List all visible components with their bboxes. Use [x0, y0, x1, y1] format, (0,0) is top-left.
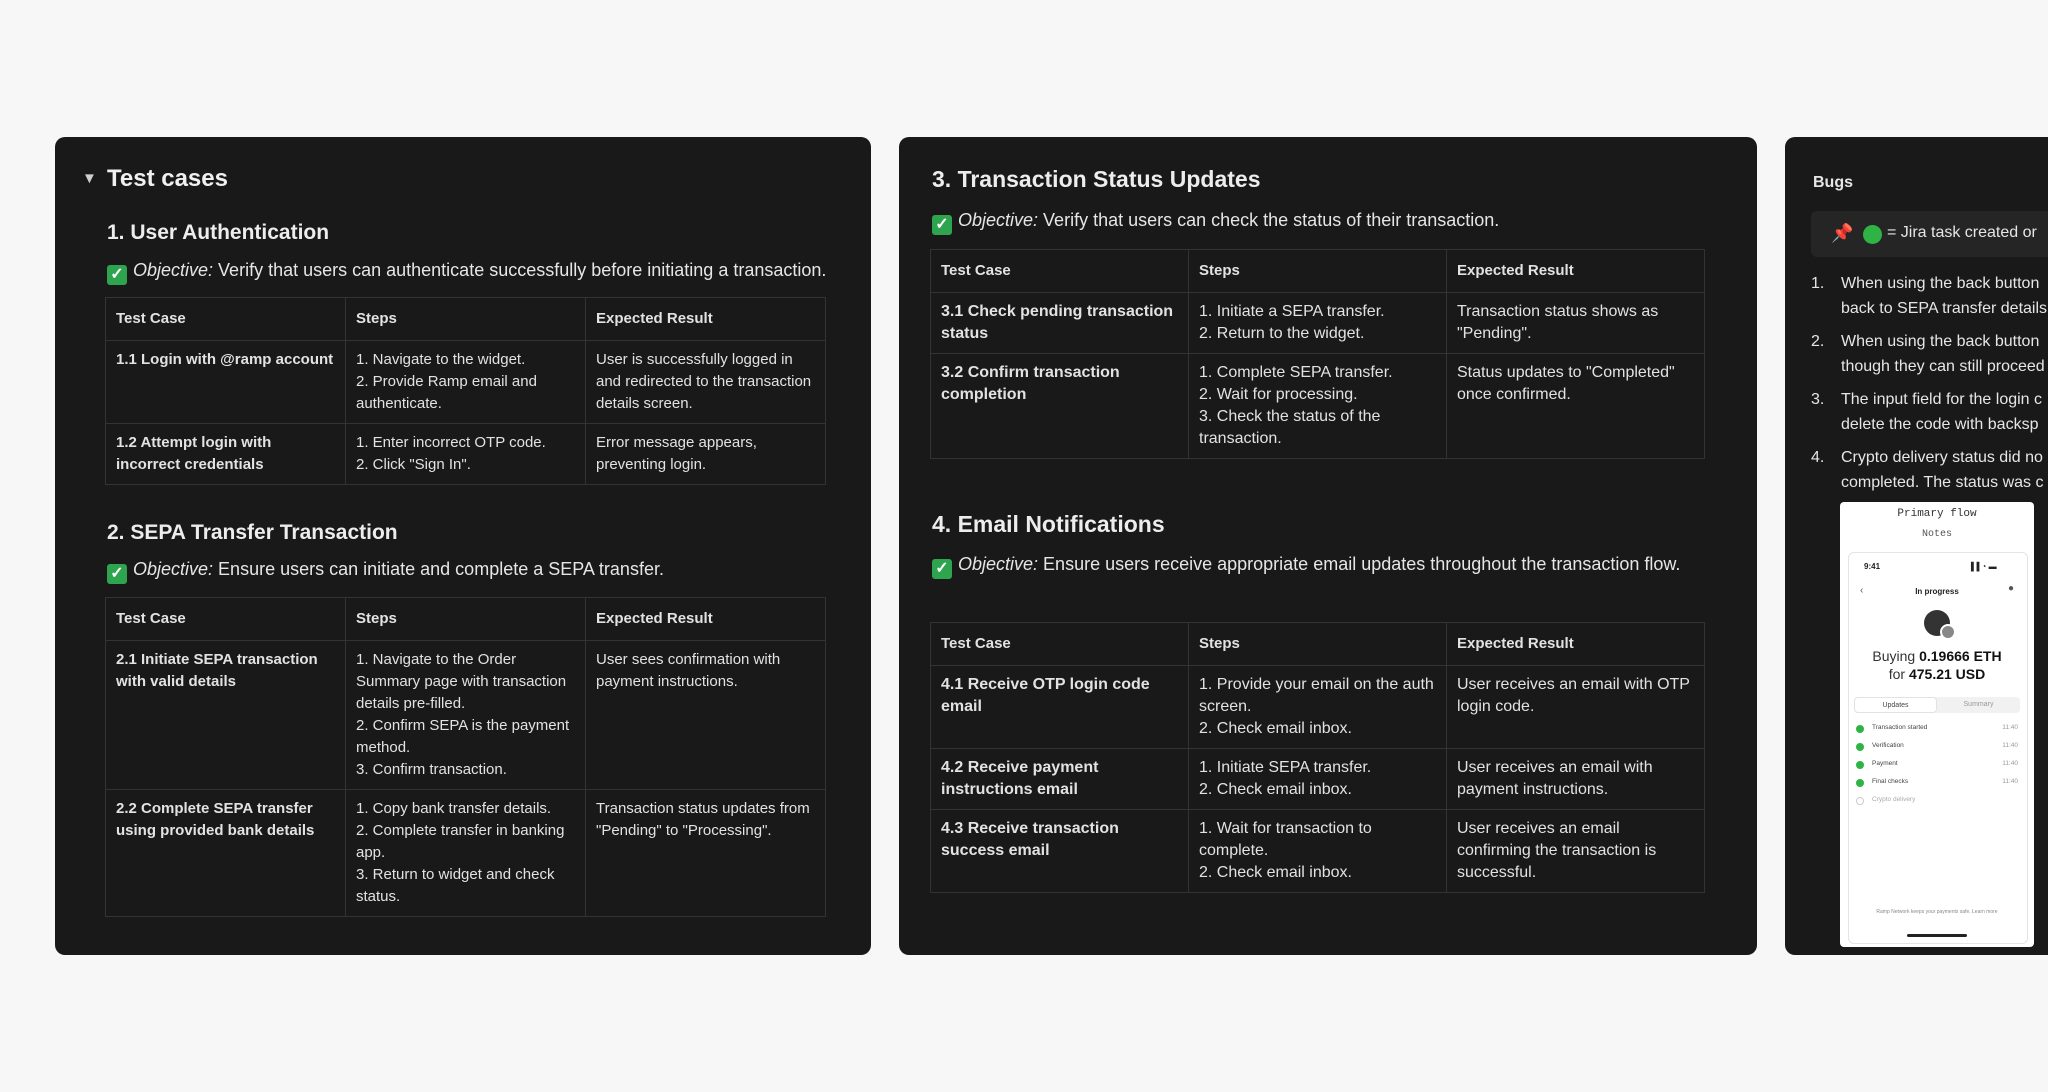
expected-result-cell: Error message appears, preventing login.: [586, 424, 826, 485]
bugs-title: Bugs: [1813, 174, 1853, 191]
test-case-cell: 4.2 Receive payment instructions email: [931, 749, 1189, 810]
home-indicator: [1907, 934, 1967, 937]
list-item: 4. Crypto delivery status did no completed. The status was c: [1811, 449, 2044, 491]
column-header: Steps: [1189, 250, 1447, 293]
list-item: 3. The input field for the login c delete the code with backsp: [1811, 391, 2043, 433]
test-case-cell: 3.1 Check pending transaction status: [931, 293, 1189, 354]
table-row: [106, 424, 826, 485]
steps-cell: 1. Copy bank transfer details. 2. Complete transfer in banking app. 3. Return to widget and check status.: [346, 790, 586, 917]
check-circle-icon: [1856, 743, 1864, 751]
flow-notes-label: Notes: [1921, 529, 1952, 540]
table-header-row: [106, 598, 826, 641]
expected-result-cell: Transaction status shows as "Pending".: [1447, 293, 1705, 354]
test-case-cell: 2.2 Complete SEPA transfer using provided bank details: [106, 790, 346, 917]
progress-step: Crypto delivery: [1856, 796, 2018, 806]
table-header-row: [106, 298, 826, 341]
callout-text: = Jira task created or: [1887, 224, 2037, 241]
test-cases-card-continued: [899, 137, 1757, 955]
section-heading: 3. Transaction Status Updates: [932, 166, 1261, 192]
phone-footer: Ramp Network keeps your payments safe. Learn more: [1876, 909, 1998, 915]
table-row: [106, 341, 826, 424]
list-item: 1. When using the back button back to SEPA transfer details: [1811, 275, 2048, 317]
table-row: [931, 666, 1705, 749]
primary-flow-screenshot: [1840, 502, 2034, 947]
fiat-amount: for 475.21 USD: [1888, 666, 1986, 682]
progress-step: Transaction started 11:40: [1856, 724, 2018, 734]
bugs-card: [1785, 137, 2048, 955]
table-header-row: [931, 623, 1705, 666]
tab-updates: Updates: [1854, 697, 1937, 713]
column-header: Expected Result: [586, 298, 826, 341]
column-header: Steps: [346, 298, 586, 341]
check-mark-icon: ✓: [107, 265, 127, 285]
table-row: [931, 293, 1705, 354]
phone-tabs: [1854, 697, 2020, 713]
column-header: Steps: [1189, 623, 1447, 666]
expected-result-cell: User sees confirmation with payment instructions.: [586, 641, 826, 790]
check-mark-icon: ✓: [107, 564, 127, 584]
table-row: [931, 354, 1705, 459]
column-header: Test Case: [931, 250, 1189, 293]
toggle-title[interactable]: Test cases: [107, 165, 228, 192]
pin-icon: 📌: [1831, 223, 1854, 243]
column-header: Steps: [346, 598, 586, 641]
toggle-caret-icon[interactable]: ▼: [82, 170, 97, 187]
flow-title: Primary flow: [1897, 508, 1977, 520]
table-row: [106, 641, 826, 790]
section-heading: 2. SEPA Transfer Transaction: [107, 521, 398, 544]
check-mark-icon: ✓: [932, 215, 952, 235]
progress-step: Verification 11:40: [1856, 742, 2018, 752]
check-circle-icon: [1856, 725, 1864, 733]
objective: ✓ Objective: Verify that users can check the status of their transaction.: [932, 207, 1499, 235]
buying-amount: Buying 0.19666 ETH: [1872, 648, 2002, 664]
token-badge-icon: [1940, 624, 1956, 640]
steps-cell: 1. Complete SEPA transfer. 2. Wait for processing. 3. Check the status of the transaction.: [1189, 354, 1447, 459]
section-heading: 4. Email Notifications: [932, 511, 1165, 537]
objective: ✓ Objective: Ensure users receive appropriate email updates throughout the transaction flow.: [932, 551, 1702, 579]
steps-cell: 1. Provide your email on the auth screen. 2. Check email inbox.: [1189, 666, 1447, 749]
column-header: Expected Result: [586, 598, 826, 641]
test-case-cell: 4.1 Receive OTP login code email: [931, 666, 1189, 749]
objective: ✓ Objective: Ensure users can initiate and complete a SEPA transfer.: [107, 556, 664, 584]
steps-cell: 1. Wait for transaction to complete. 2. Check email inbox.: [1189, 810, 1447, 893]
progress-step: Payment 11:40: [1856, 760, 2018, 770]
tab-summary: Summary: [1963, 701, 1994, 708]
column-header: Expected Result: [1447, 250, 1705, 293]
test-case-table: [105, 597, 826, 917]
phone-time: 9:41: [1864, 562, 1881, 571]
profile-icon: ●: [2008, 583, 2015, 594]
expected-result-cell: Transaction status updates from "Pending" to "Processing".: [586, 790, 826, 917]
test-cases-card: [55, 137, 871, 955]
check-circle-icon: [1856, 761, 1864, 769]
test-case-cell: 2.1 Initiate SEPA transaction with valid details: [106, 641, 346, 790]
phone-status-icons: ▐▐ ◔ ▬: [1968, 562, 1997, 571]
steps-cell: 1. Enter incorrect OTP code. 2. Click "Sign In".: [346, 424, 586, 485]
callout: [1811, 211, 2048, 257]
column-header: Test Case: [106, 298, 346, 341]
test-case-cell: 4.3 Receive transaction success email: [931, 810, 1189, 893]
progress-title: In progress: [1915, 587, 1959, 596]
test-case-cell: 1.1 Login with @ramp account: [106, 341, 346, 424]
test-case-table: [930, 249, 1705, 459]
column-header: Test Case: [106, 598, 346, 641]
test-case-table: [930, 622, 1705, 893]
expected-result-cell: User receives an email with OTP login code.: [1447, 666, 1705, 749]
test-case-cell: 1.2 Attempt login with incorrect credentials: [106, 424, 346, 485]
green-circle-icon: [1863, 225, 1882, 244]
test-case-cell: 3.2 Confirm transaction completion: [931, 354, 1189, 459]
expected-result-cell: User receives an email with payment instructions.: [1447, 749, 1705, 810]
table-row: [931, 810, 1705, 893]
expected-result-cell: User is successfully logged in and redirected to the transaction details screen.: [586, 341, 826, 424]
section-heading: 1. User Authentication: [107, 221, 330, 244]
progress-step: Final checks 11:40: [1856, 778, 2018, 788]
back-chevron-icon: ‹: [1860, 585, 1864, 596]
steps-cell: 1. Navigate to the widget. 2. Provide Ramp email and authenticate.: [346, 341, 586, 424]
steps-cell: 1. Initiate SEPA transfer. 2. Check email inbox.: [1189, 749, 1447, 810]
steps-cell: 1. Initiate a SEPA transfer. 2. Return to the widget.: [1189, 293, 1447, 354]
check-circle-icon: [1856, 779, 1864, 787]
table-row: [931, 749, 1705, 810]
expected-result-cell: User receives an email confirming the transaction is successful.: [1447, 810, 1705, 893]
steps-cell: 1. Navigate to the Order Summary page with transaction details pre-filled. 2. Confirm SEPA is the payment method. 3. Confirm transaction.: [346, 641, 586, 790]
column-header: Test Case: [931, 623, 1189, 666]
empty-circle-icon: [1856, 797, 1864, 805]
objective: ✓ Objective: Verify that users can authenticate successfully before initiating a transaction.: [107, 257, 826, 285]
column-header: Expected Result: [1447, 623, 1705, 666]
test-case-table: [105, 297, 826, 485]
check-mark-icon: ✓: [932, 559, 952, 579]
table-header-row: [931, 250, 1705, 293]
expected-result-cell: Status updates to "Completed" once confirmed.: [1447, 354, 1705, 459]
table-row: [106, 790, 826, 917]
list-item: 2. When using the back button though they can still proceed: [1811, 333, 2045, 375]
